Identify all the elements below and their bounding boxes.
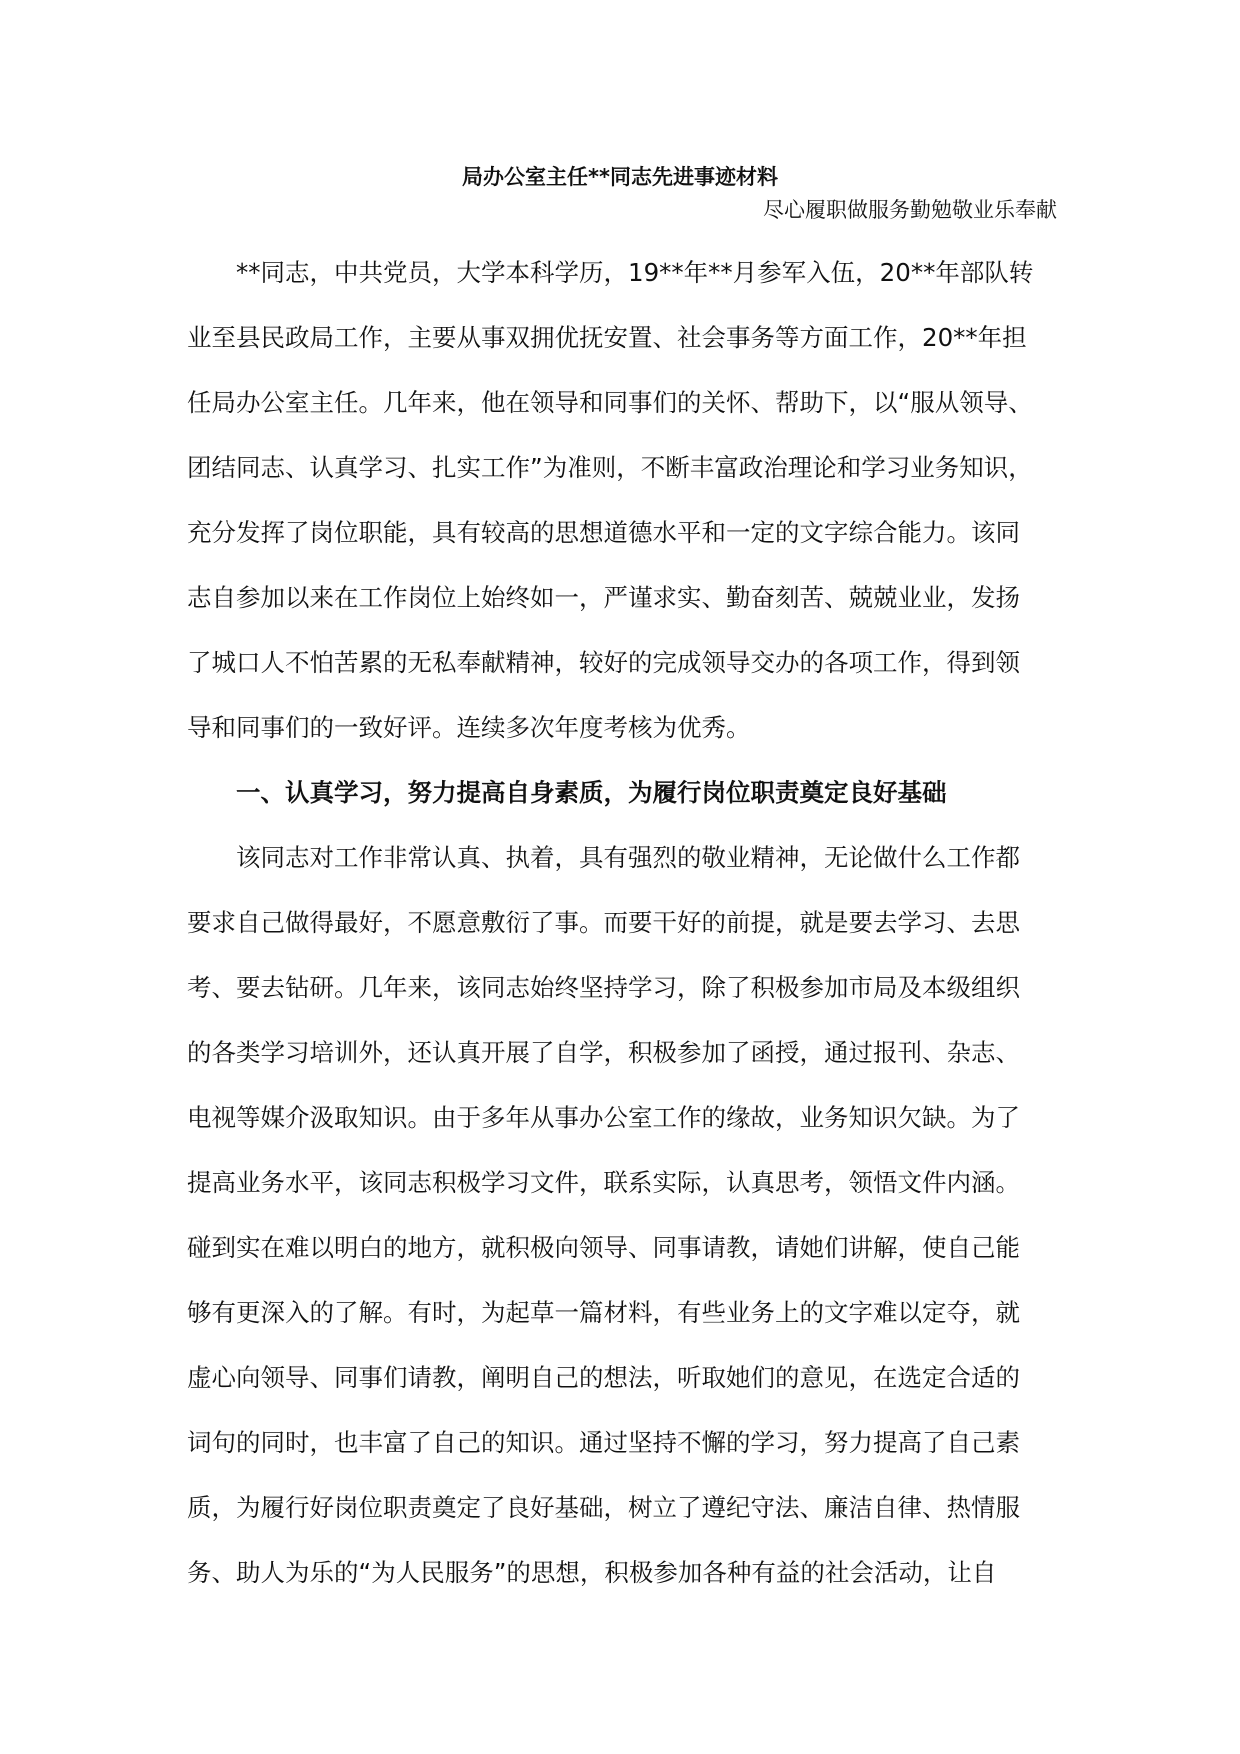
section-heading: 一、认真学习，努力提高自身素质，为履行岗位职责奠定良好基础 xyxy=(236,778,947,807)
paragraph-line: 虚心向领导、同事们请教，阐明自己的想法，听取她们的意见，在选定合适的 xyxy=(187,1363,1020,1392)
paragraph-line: 该同志对工作非常认真、执着，具有强烈的敬业精神，无论做什么工作都 xyxy=(236,843,1020,872)
paragraph-line: 碰到实在难以明白的地方，就积极向领导、同事请教，请她们讲解，使自己能 xyxy=(187,1233,1020,1262)
paragraph-line: 志自参加以来在工作岗位上始终如一，严谨求实、勤奋刻苦、兢兢业业，发扬 xyxy=(187,583,1020,612)
paragraph-line: 提高业务水平，该同志积极学习文件，联系实际，认真思考，领悟文件内涵。 xyxy=(187,1168,1020,1197)
paragraph-line: 任局办公室主任。几年来，他在领导和同事们的关怀、帮助下，以“服从领导、 xyxy=(187,388,1033,417)
paragraph-line: 了城口人不怕苦累的无私奉献精神，较好的完成领导交办的各项工作，得到领 xyxy=(187,648,1020,677)
paragraph-line: 要求自己做得最好，不愿意敷衍了事。而要干好的前提，就是要去学习、去思 xyxy=(187,908,1020,937)
paragraph-line: 质，为履行好岗位职责奠定了良好基础，树立了遵纪守法、廉洁自律、热情服 xyxy=(187,1493,1020,1522)
paragraph-line: 团结同志、认真学习、扎实工作”为准则，不断丰富政治理论和学习业务知识， xyxy=(187,453,1033,482)
paragraph-line: 电视等媒介汲取知识。由于多年从事办公室工作的缘故，业务知识欠缺。为了 xyxy=(187,1103,1020,1132)
paragraph-line: 够有更深入的了解。有时，为起草一篇材料，有些业务上的文字难以定夺，就 xyxy=(187,1298,1020,1327)
paragraph-line: 业至县民政局工作，主要从事双拥优抚安置、社会事务等方面工作，20**年担 xyxy=(187,323,1027,352)
document-subtitle: 尽心履职做服务勤勉敬业乐奉献 xyxy=(763,198,1057,222)
document-title: 局办公室主任**同志先进事迹材料 xyxy=(462,165,778,189)
paragraph-line: 充分发挥了岗位职能，具有较高的思想道德水平和一定的文字综合能力。该同 xyxy=(187,518,1020,547)
paragraph-line: 的各类学习培训外，还认真开展了自学，积极参加了函授，通过报刊、杂志、 xyxy=(187,1038,1020,1067)
paragraph-line: 词句的同时，也丰富了自己的知识。通过坚持不懈的学习，努力提高了自己素 xyxy=(187,1428,1020,1457)
paragraph-line: 导和同事们的一致好评。连续多次年度考核为优秀。 xyxy=(187,713,751,742)
paragraph-line: **同志，中共党员，大学本科学历，19**年**月参军入伍，20**年部队转 xyxy=(236,258,1034,287)
document-body xyxy=(187,240,1057,1605)
paragraph-line: 考、要去钻研。几年来，该同志始终坚持学习，除了积极参加市局及本级组织 xyxy=(187,973,1020,1002)
paragraph-line: 务、助人为乐的“为人民服务”的思想，积极参加各种有益的社会活动，让自 xyxy=(187,1558,997,1587)
